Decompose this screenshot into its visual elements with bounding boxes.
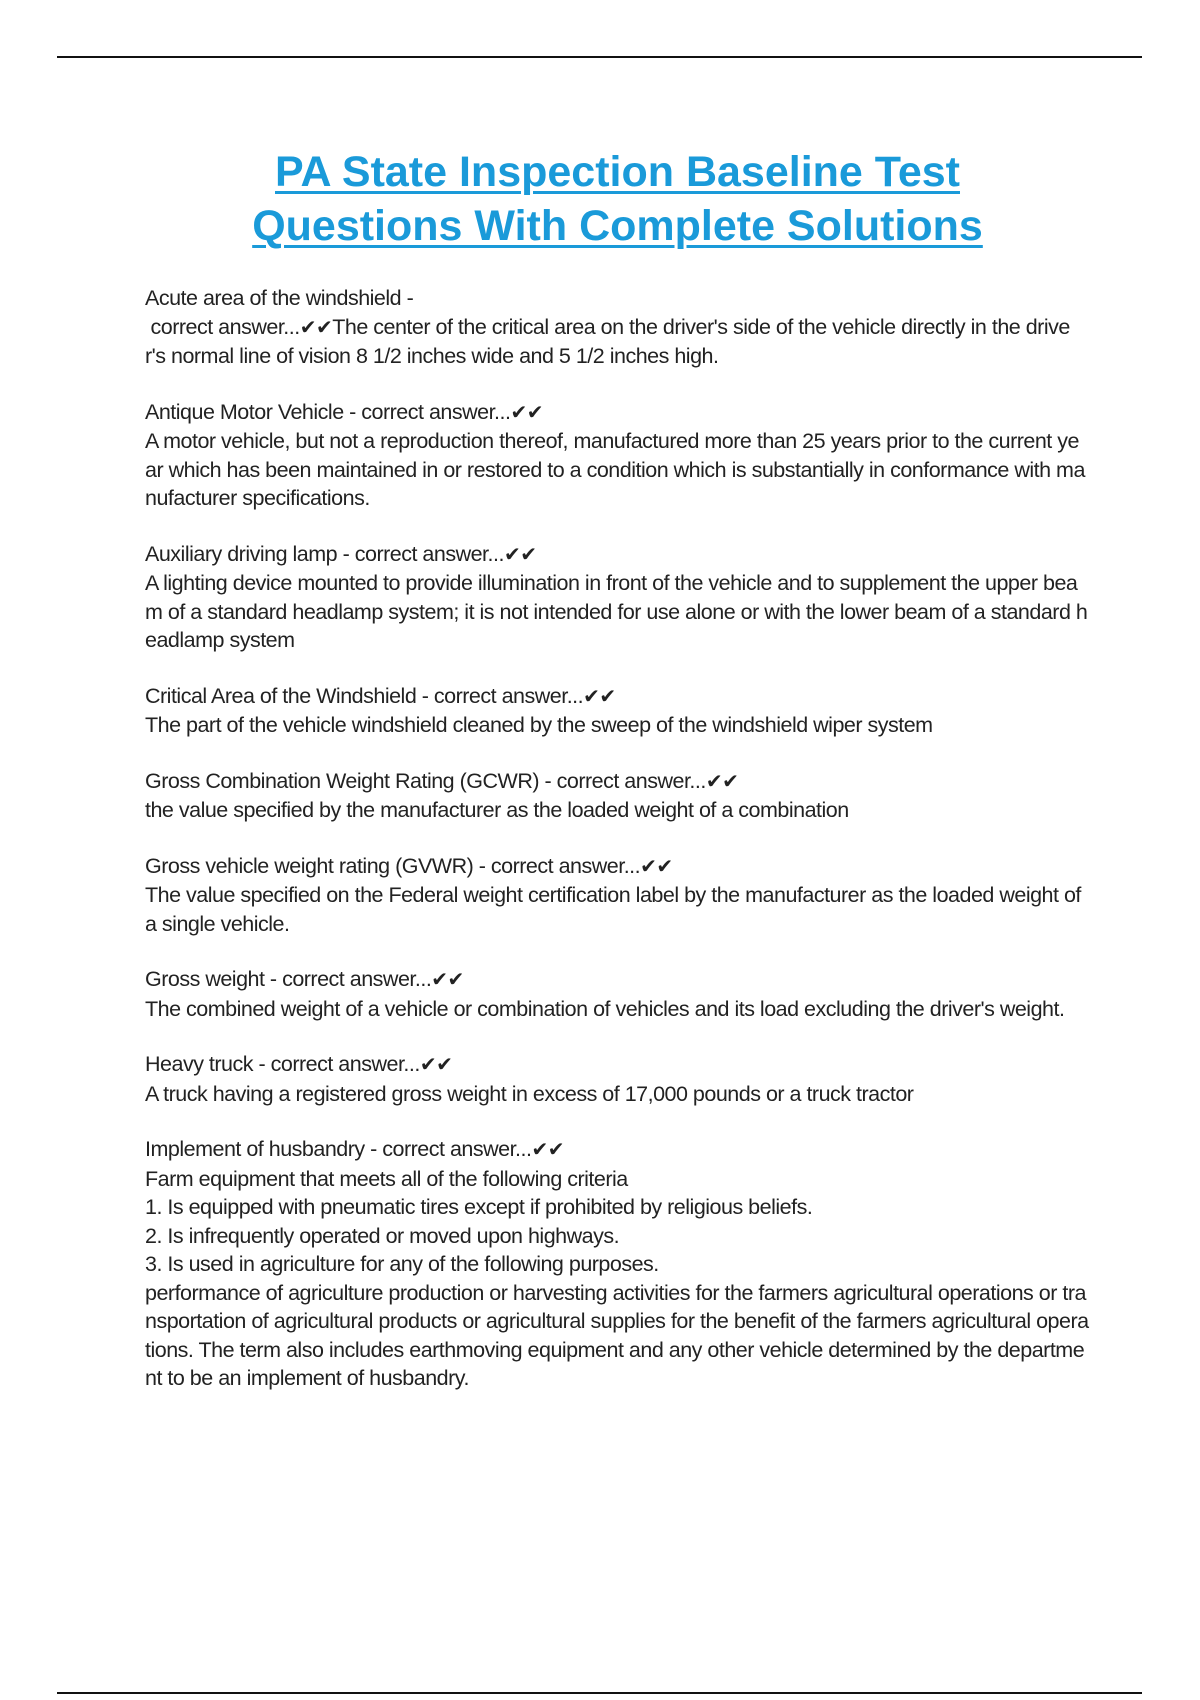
entry-term: Gross Combination Weight Rating (GCWR) - correct answer...: [145, 768, 706, 793]
entry-term-line: [145, 965, 1090, 995]
entry-term: Implement of husbandry - correct answer...: [145, 1137, 532, 1161]
criteria-item-1: 1. Is equipped with pneumatic tires except if prohibited by religious beliefs.: [145, 1195, 813, 1219]
entry-implement-of-husbandry: [145, 1135, 1090, 1393]
checkmark-icon: ✔✔: [503, 543, 537, 566]
entry-term-line: [145, 852, 1090, 882]
entry-term-line: [145, 398, 1090, 428]
entry-definition: The combined weight of a vehicle or combination of vehicles and its load excluding the driver's weight.: [145, 996, 1065, 1021]
definition-line: Farm equipment that meets all of the following criteria: [145, 1166, 628, 1191]
bottom-rule: [57, 1692, 1142, 1694]
entry-gross-weight: [145, 965, 1090, 1023]
checkmark-icon: ✔✔: [510, 401, 543, 424]
entry-gvwr: [145, 852, 1090, 939]
entry-term: Gross weight - correct answer...: [145, 967, 432, 991]
entry-definition: [145, 313, 1090, 371]
entry-term: Gross vehicle weight rating (GVWR) - correct answer...: [145, 853, 641, 878]
entry-term: Antique Motor Vehicle - correct answer...: [145, 399, 511, 424]
title-line-1: PA State Inspection Baseline Test: [275, 148, 960, 196]
entry-term: Auxiliary driving lamp - correct answer...: [145, 541, 504, 566]
entry-term: Acute area of the windshield -: [145, 286, 414, 310]
entry-term-line: [145, 1135, 1090, 1165]
entry-definition: performance of agriculture production or harvesting activities for the farmers agricultural operations or transportation of agricultural products or agricultural supplies for the benefit of the farmers agricultural operations. The term also includes earthmoving equipment and any other vehicle determined by the department to be an implement of husbandry.: [145, 1280, 1089, 1390]
qa-list: [145, 284, 1090, 1420]
entry-definition: A truck having a registered gross weight in excess of 17,000 pounds or a truck tractor: [145, 1081, 914, 1106]
title-line-2: Questions With Complete Solutions: [252, 202, 983, 250]
checkmark-icon: ✔✔: [299, 316, 333, 339]
entry-definition: A lighting device mounted to provide illumination in front of the vehicle and to supplement the upper beam of a standard headlamp system; it is not intended for use alone or with the lower beam of a standard headlamp system: [145, 571, 1088, 652]
entry-critical-area: [145, 682, 1090, 740]
entry-term: Heavy truck - correct answer...: [145, 1052, 420, 1076]
entry-definition: A motor vehicle, but not a reproduction thereof, manufactured more than 25 years prior to the current year which has been maintained in or restored to a condition which is substantially in conformance with manufacturer specifications.: [145, 429, 1085, 510]
entry-term-line: [145, 540, 1090, 570]
entry-heavy-truck: [145, 1050, 1090, 1108]
answer-prefix: correct answer...: [150, 314, 300, 339]
checkmark-icon: ✔✔: [419, 1054, 453, 1076]
top-rule: [57, 56, 1142, 58]
checkmark-icon: ✔✔: [705, 770, 739, 793]
checkmark-icon: ✔✔: [640, 855, 673, 878]
entry-term: Critical Area of the Windshield - correct answer...: [145, 683, 584, 708]
entry-term-line: [145, 1050, 1090, 1080]
definition-text: The center of the critical area on the driver's side of the vehicle directly in the driver's normal line of vision 8 1/2 inches wide and 5 1/2 inches high.: [145, 314, 1070, 368]
checkmark-icon: ✔✔: [431, 969, 464, 991]
entry-acute-area: [145, 284, 1090, 371]
entry-definition: The value specified on the Federal weight certification label by the manufacturer as the loaded weight of a single vehicle.: [145, 883, 1081, 936]
criteria-item-3: 3. Is used in agriculture for any of the following purposes.: [145, 1252, 659, 1276]
checkmark-icon: ✔✔: [583, 685, 616, 708]
entry-term-line: [145, 682, 1090, 712]
entry-gcwr: [145, 767, 1090, 825]
entry-definition: The part of the vehicle windshield cleaned by the sweep of the windshield wiper system: [145, 713, 933, 737]
entry-term-line: [145, 767, 1090, 797]
criteria-item-2: 2. Is infrequently operated or moved upon highways.: [145, 1223, 620, 1248]
entry-antique-motor-vehicle: [145, 398, 1090, 513]
checkmark-icon: ✔✔: [531, 1139, 564, 1161]
entry-definition: the value specified by the manufacturer as the loaded weight of a combination: [145, 798, 849, 822]
entry-auxiliary-driving-lamp: [145, 540, 1090, 655]
page-title: [100, 145, 1135, 253]
